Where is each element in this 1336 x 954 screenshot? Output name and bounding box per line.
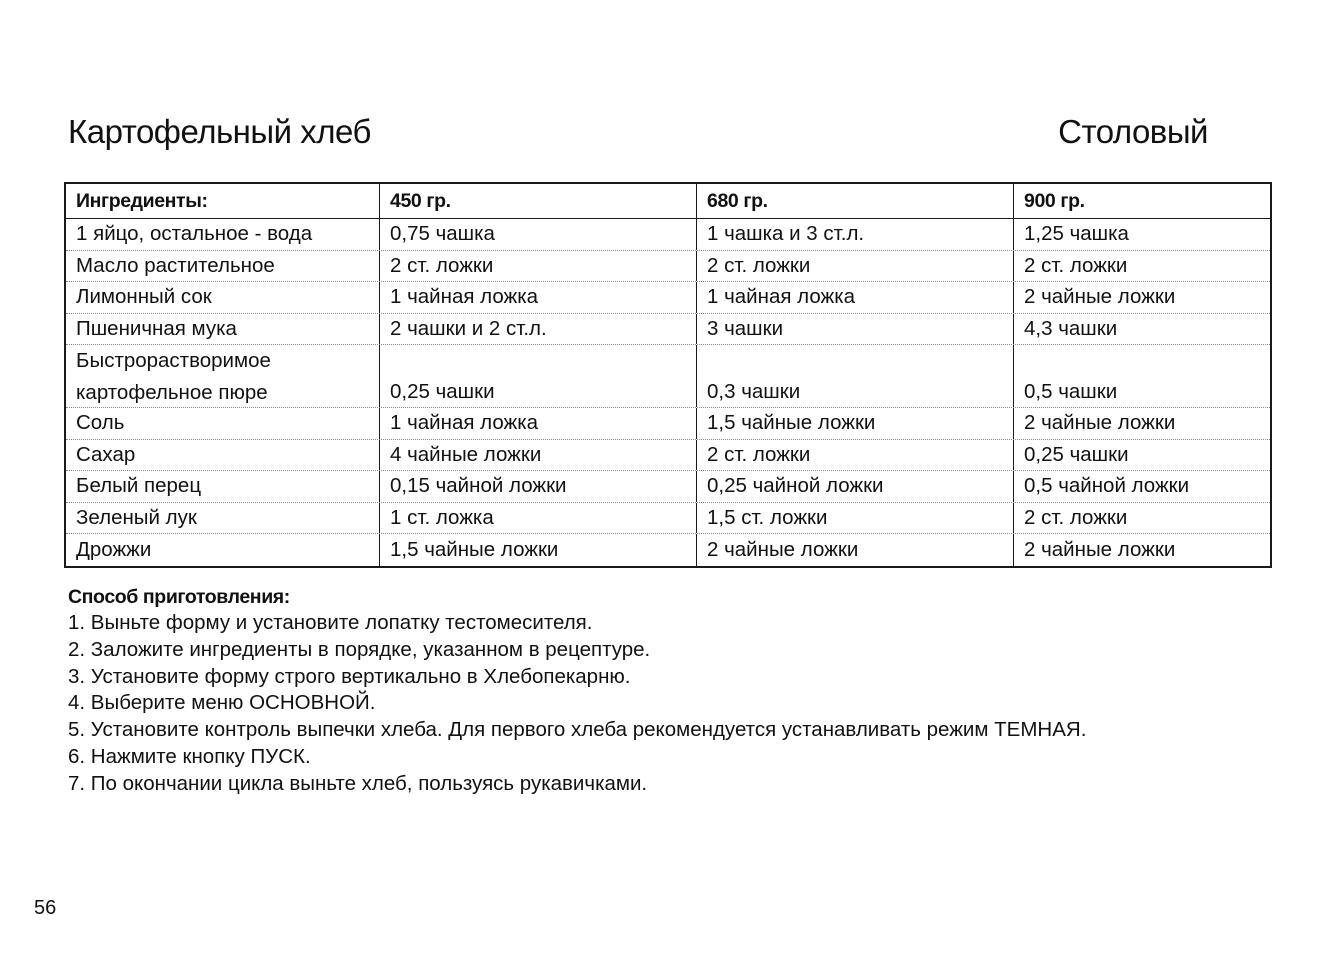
method-step: 5. Установите контроль выпечки хлеба. Для первого хлеба рекомендуется устанавливать режим ТЕМНАЯ.: [68, 718, 1087, 742]
method-step: 2. Заложите ингредиенты в порядке, указанном в рецептуре.: [68, 637, 651, 661]
ingredient-name: картофельное пюре: [76, 380, 268, 404]
amount-680g-cell: [697, 408, 1014, 439]
amount-value: 2 чашки и 2 ст.л.: [390, 316, 547, 340]
ingredient-name: Масло растительное: [76, 253, 275, 277]
table-row: [66, 251, 1270, 283]
recipe-title: Картофельный хлеб: [68, 113, 371, 150]
amount-900g-cell: [1014, 345, 1270, 407]
amount-value: 2 чайные ложки: [1024, 538, 1176, 561]
table-row: [66, 345, 1270, 408]
amount-900g-cell: [1014, 251, 1270, 282]
amount-value: 1 чайная ложка: [390, 285, 539, 308]
amount-450g-cell: [380, 219, 697, 250]
ingredient-cell: [66, 219, 380, 250]
amount-900g-cell: [1014, 219, 1270, 250]
ingredients-table: [64, 182, 1272, 568]
ingredient-cell: [66, 314, 380, 345]
ingredient-cell: [66, 345, 380, 407]
method-title: Способ приготовления:: [68, 586, 290, 608]
amount-value: 0,25 чашки: [1024, 442, 1129, 466]
column-header-450g: 450 гр.: [380, 184, 697, 218]
ingredient-name: Быстрорастворимое: [76, 349, 271, 372]
table-row: [66, 503, 1270, 535]
ingredient-name: Пшеничная мука: [76, 316, 237, 340]
amount-900g-cell: [1014, 503, 1270, 534]
ingredient-cell: [66, 534, 380, 566]
amount-450g-cell: [380, 408, 697, 439]
amount-value: 0,25 чайной ложки: [707, 474, 884, 497]
ingredient-cell: [66, 408, 380, 439]
amount-680g-cell: [697, 251, 1014, 282]
table-row: [66, 440, 1270, 472]
ingredient-name: Зеленый лук: [76, 505, 197, 529]
method-step: 3. Установите форму строго вертикально в Хлебопекарню.: [68, 664, 631, 688]
method-step: 1. Выньте форму и установите лопатку тестомесителя.: [68, 611, 593, 634]
amount-value: 0,5 чайной ложки: [1024, 474, 1190, 497]
amount-value: 3 чашки: [707, 316, 784, 340]
amount-450g-cell: [380, 251, 697, 282]
amount-900g-cell: [1014, 282, 1270, 313]
page-number: 56: [34, 897, 57, 919]
amount-value: 1,5 чайные ложки: [707, 411, 876, 434]
preparation-method: [68, 584, 1288, 798]
ingredient-cell: [66, 471, 380, 502]
amount-value: 1,5 чайные ложки: [390, 538, 559, 561]
method-step: 6. Нажмите кнопку ПУСК.: [68, 744, 311, 768]
ingredient-cell: [66, 251, 380, 282]
amount-680g-cell: [697, 534, 1014, 566]
amount-900g-cell: [1014, 408, 1270, 439]
amount-450g-cell: [380, 503, 697, 534]
amount-450g-cell: [380, 345, 697, 407]
ingredient-name: 1 яйцо, остальное - вода: [76, 222, 313, 245]
amount-value: 1 ст. ложка: [390, 505, 494, 529]
ingredient-name: Белый перец: [76, 474, 202, 497]
amount-value: 1 чашка и 3 ст.л.: [707, 222, 865, 245]
amount-680g-cell: [697, 345, 1014, 407]
amount-value: 2 чайные ложки: [1024, 411, 1176, 434]
table-body: [66, 219, 1270, 566]
table-row: [66, 219, 1270, 251]
amount-value: 0,75 чашка: [390, 222, 495, 245]
amount-450g-cell: [380, 440, 697, 471]
amount-680g-cell: [697, 282, 1014, 313]
amount-value: 0,25 чашки: [390, 379, 495, 403]
table-header-row: [66, 184, 1270, 219]
steps-list: [68, 610, 1288, 798]
amount-680g-cell: [697, 471, 1014, 502]
amount-value: 2 чайные ложки: [707, 538, 859, 561]
amount-680g-cell: [697, 219, 1014, 250]
column-header-680g: 680 гр.: [697, 184, 1014, 218]
recipe-category: Столовый: [1058, 113, 1208, 150]
amount-value: 1,25 чашка: [1024, 222, 1129, 245]
ingredient-name: Дрожжи: [76, 538, 152, 561]
amount-450g-cell: [380, 314, 697, 345]
amount-value: 4,3 чашки: [1024, 316, 1118, 340]
amount-900g-cell: [1014, 534, 1270, 566]
amount-value: 0,5 чашки: [1024, 379, 1118, 403]
amount-value: 2 ст. ложки: [707, 253, 811, 277]
table-row: [66, 282, 1270, 314]
amount-value: 1 чайная ложка: [390, 411, 539, 434]
amount-value: 0,15 чайной ложки: [390, 474, 567, 497]
amount-900g-cell: [1014, 440, 1270, 471]
method-step: 4. Выберите меню ОСНОВНОЙ.: [68, 691, 376, 715]
amount-value: 1,5 ст. ложки: [707, 505, 828, 529]
amount-900g-cell: [1014, 314, 1270, 345]
amount-value: 2 ст. ложки: [390, 253, 494, 277]
table-row: [66, 534, 1270, 566]
amount-450g-cell: [380, 534, 697, 566]
ingredient-name: Лимонный сок: [76, 285, 212, 308]
amount-value: 2 ст. ложки: [707, 442, 811, 466]
amount-value: 0,3 чашки: [707, 379, 801, 403]
column-header-900g: 900 гр.: [1024, 189, 1085, 212]
amount-900g-cell: [1014, 471, 1270, 502]
table-row: [66, 314, 1270, 346]
amount-680g-cell: [697, 440, 1014, 471]
column-header-ingredients: Ингредиенты:: [66, 184, 380, 218]
amount-value: 4 чайные ложки: [390, 442, 542, 466]
amount-680g-cell: [697, 503, 1014, 534]
amount-value: 2 ст. ложки: [1024, 253, 1128, 277]
ingredient-name: Соль: [76, 411, 125, 434]
amount-value: 2 чайные ложки: [1024, 285, 1176, 308]
ingredient-name: Сахар: [76, 442, 136, 466]
ingredient-cell: [66, 503, 380, 534]
amount-680g-cell: [697, 314, 1014, 345]
table-row: [66, 471, 1270, 503]
amount-value: 1 чайная ложка: [707, 285, 856, 308]
amount-450g-cell: [380, 471, 697, 502]
amount-450g-cell: [380, 282, 697, 313]
method-step: 7. По окончании цикла выньте хлеб, пользуясь рукавичками.: [68, 771, 648, 795]
table-row: [66, 408, 1270, 440]
amount-value: 2 ст. ложки: [1024, 505, 1128, 529]
ingredient-cell: [66, 440, 380, 471]
ingredient-cell: [66, 282, 380, 313]
